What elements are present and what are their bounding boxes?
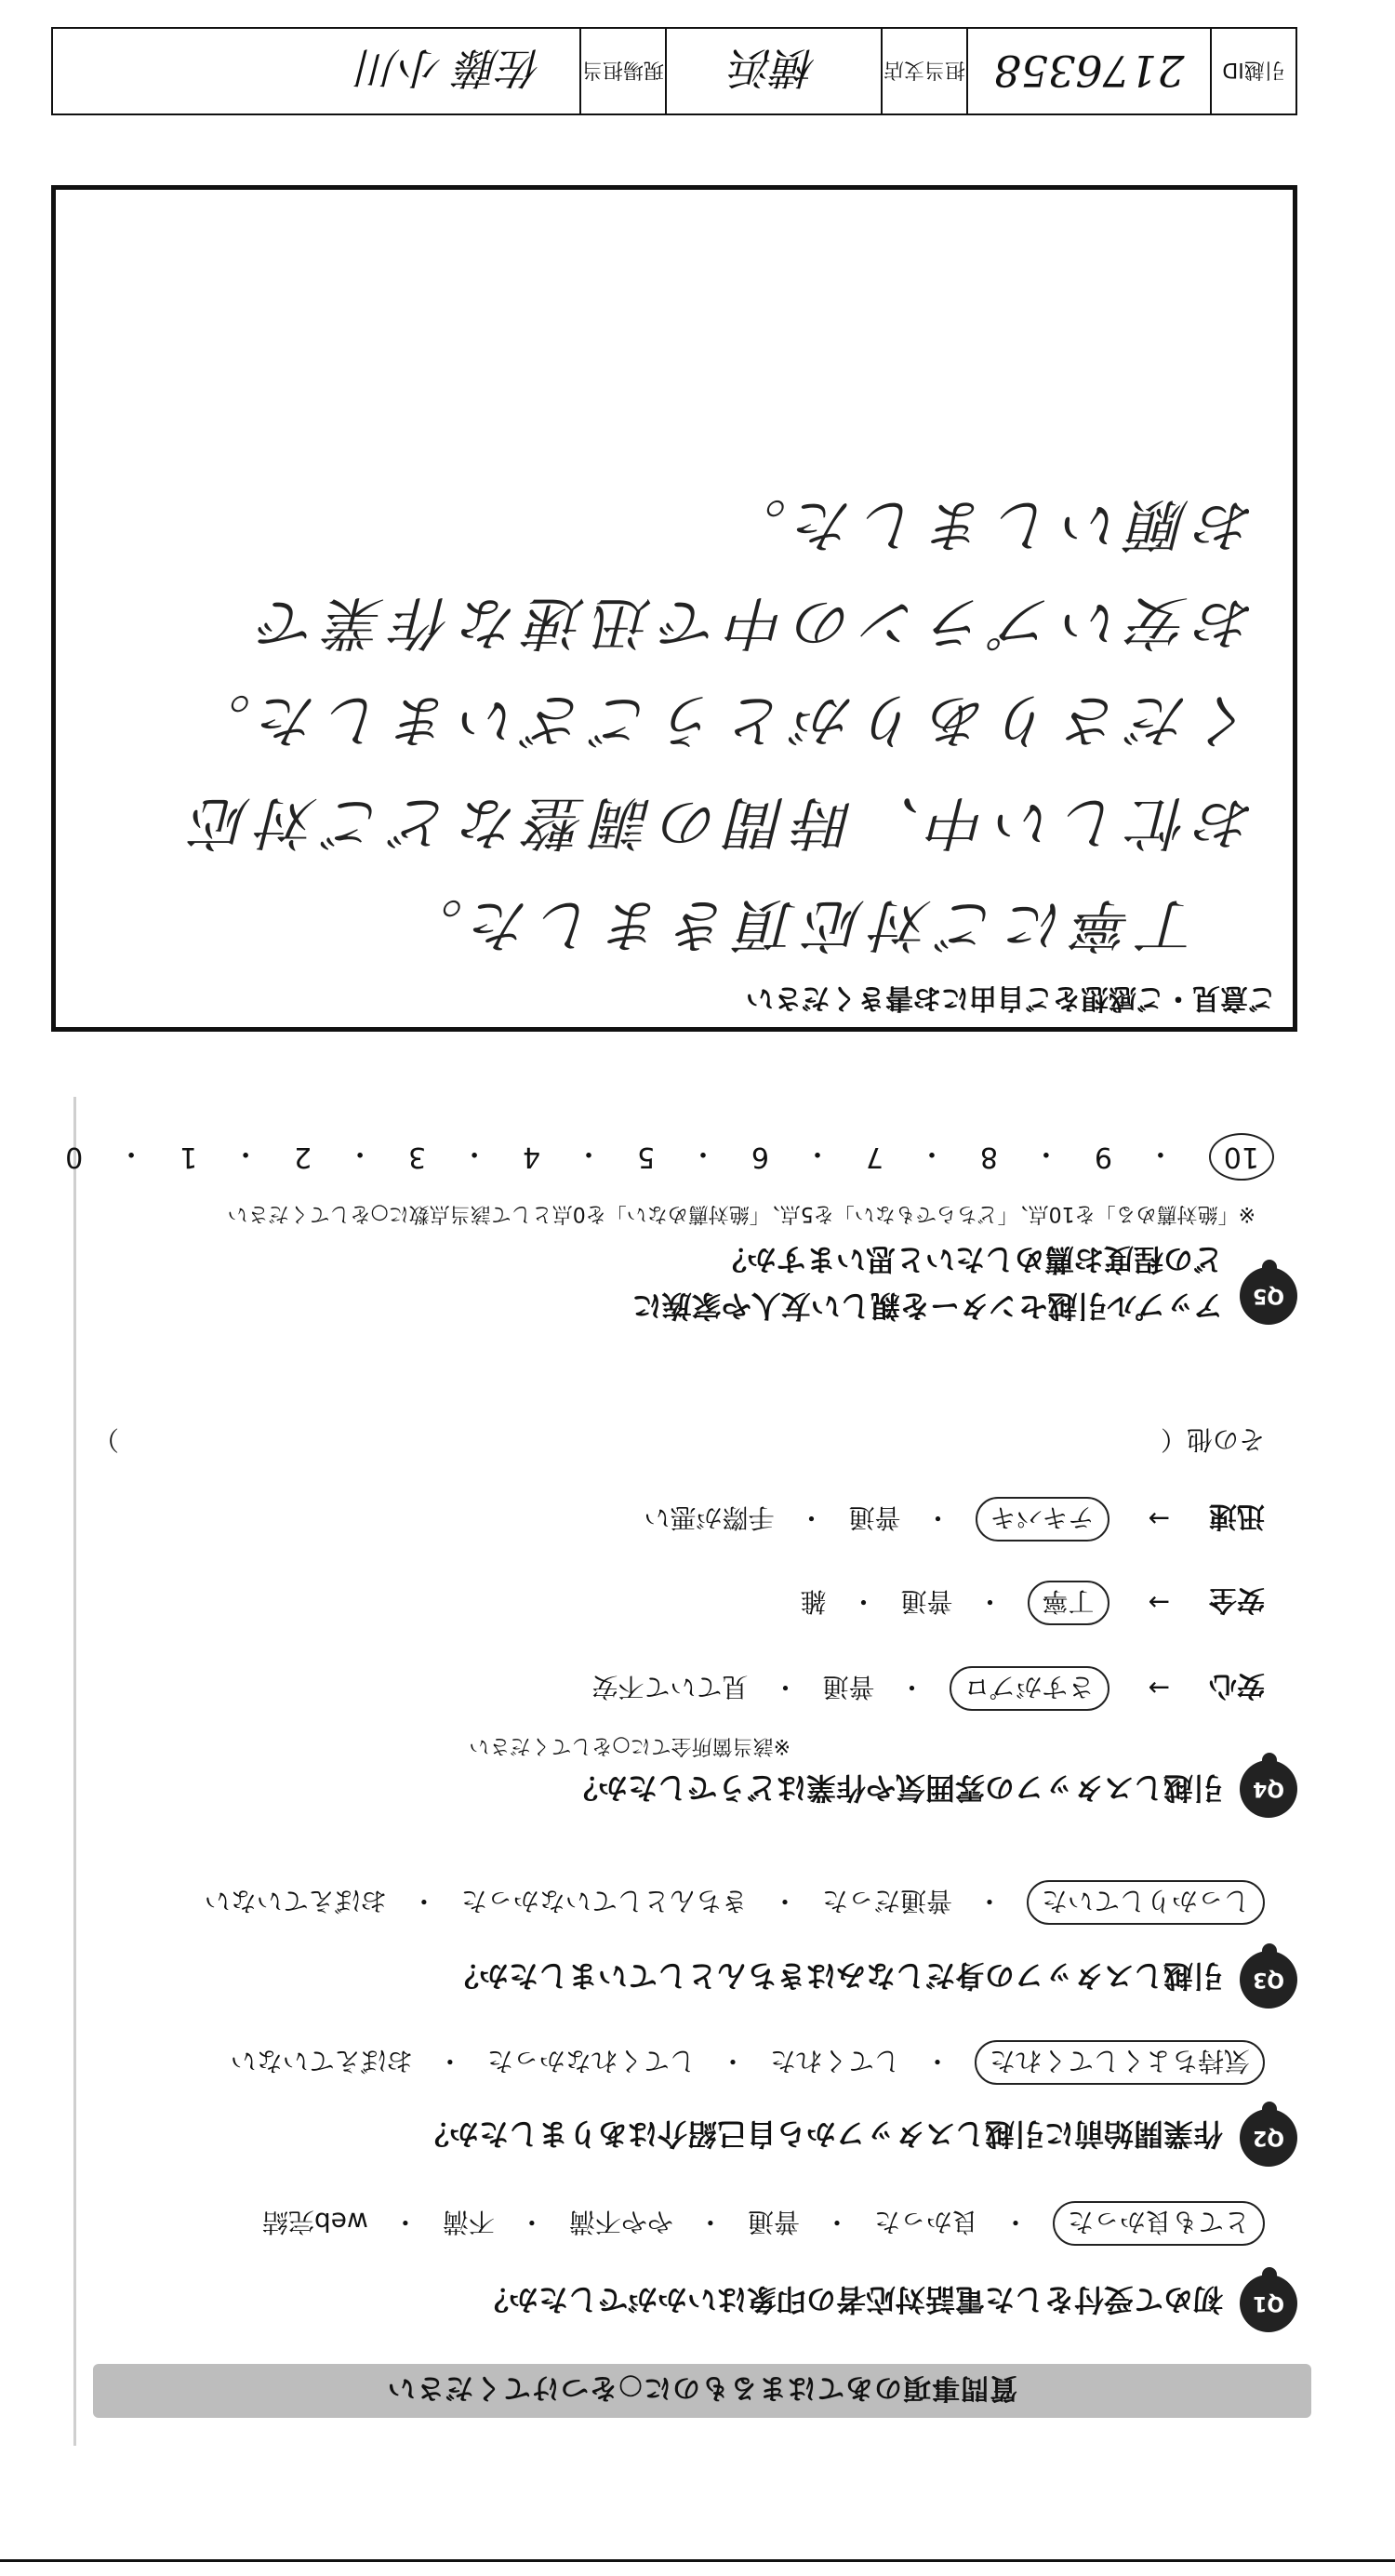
q4-option[interactable]: 雑 [800, 1586, 827, 1617]
q3-option[interactable]: きちんとしていなかった [460, 1886, 748, 1916]
q4-row-jinsoku [644, 1497, 1265, 1542]
q4-option-selected[interactable]: テキパキ [976, 1497, 1109, 1542]
q1-option[interactable]: 不満 [442, 2207, 495, 2237]
score-option[interactable]: 8 [979, 1141, 998, 1173]
separator: ・ [410, 1886, 437, 1916]
q4-option[interactable]: 普通 [900, 1586, 953, 1617]
q4-option[interactable]: 普通 [822, 1672, 875, 1702]
instruction-bar [93, 2364, 1311, 2418]
q5-badge-label: Q5 [1253, 1284, 1285, 1308]
q2-option[interactable]: おぼえていない [230, 2046, 413, 2076]
q2-badge-label: Q2 [1253, 2126, 1285, 2150]
score-option[interactable]: 2 [294, 1141, 312, 1173]
separator: ・ [1002, 2207, 1029, 2237]
q4-other-label: その他（ [1160, 1424, 1265, 1455]
separator: ・ [850, 1586, 877, 1617]
q4-option[interactable]: 見ていて不安 [591, 1672, 749, 1702]
handwritten-line: 丁寧にご対応頂きました。 [395, 891, 1200, 959]
q1-badge-label: Q1 [1253, 2291, 1285, 2316]
q4-option-selected[interactable]: さすがプロ [950, 1666, 1109, 1711]
q4-badge-label: Q4 [1253, 1777, 1285, 1801]
q4-note: ※該当箇所全てに○をしてください [469, 1734, 790, 1757]
id-table [51, 27, 1297, 115]
separator: ・ [697, 2207, 724, 2237]
arrow-icon: → [1148, 1503, 1170, 1535]
separator: ・ [803, 1137, 831, 1170]
q2-option[interactable]: してくれなかった [486, 2046, 696, 2076]
q3-badge [1240, 1951, 1297, 2009]
separator: ・ [923, 2046, 950, 2076]
q3-options [205, 1880, 1265, 1925]
score-option[interactable]: 0 [65, 1141, 84, 1173]
q1-option-selected[interactable]: とても良かった [1053, 2201, 1265, 2246]
q5-question-line2: どの程度お薦めしたいと思いますか？ [716, 1242, 1223, 1277]
separator: ・ [392, 2207, 418, 2237]
q4-other-close: ） [93, 1424, 120, 1455]
separator: ・ [346, 1137, 375, 1170]
separator: ・ [1146, 1137, 1175, 1170]
q1-option[interactable]: やや不満 [568, 2207, 673, 2237]
separator: ・ [117, 1137, 146, 1170]
score-option[interactable]: 9 [1094, 1141, 1112, 1173]
top-rule [0, 2559, 1395, 2562]
score-option[interactable]: 5 [636, 1141, 656, 1173]
id-value: 2176358 [966, 29, 1210, 113]
q3-question: 引越しスタッフの身だしなみはきちんとしていましたか？ [448, 1958, 1223, 1994]
lead-label: 現場担当 [579, 29, 665, 113]
q2-option-selected[interactable]: 気持ちよくしてくれた [975, 2040, 1265, 2085]
q5-scores [65, 1133, 1274, 1181]
separator: ・ [719, 2046, 746, 2076]
q1-option[interactable]: web完結 [261, 2207, 368, 2237]
comment-box[interactable] [51, 185, 1297, 1032]
q2-question: 作業開始前に引越しスタッフから自己紹介はありましたか？ [418, 2116, 1223, 2152]
q5-note: ※「絶対薦める」を10点、「どちらでもない」を5点、「絶対薦めない」を0点として該当点数に○をしてください [227, 1202, 1256, 1225]
q2-option[interactable]: してくれた [769, 2046, 900, 2076]
q3-badge-label: Q3 [1253, 1968, 1285, 1992]
separator: ・ [1031, 1137, 1060, 1170]
score-option[interactable]: 4 [523, 1141, 541, 1173]
q4-row-anzen [800, 1581, 1265, 1625]
q1-option[interactable]: 普通 [747, 2207, 800, 2237]
q4-row-label: 安心 [1209, 1669, 1265, 1702]
handwritten-line: くださりありがとうございました。 [183, 687, 1256, 754]
handwritten-line: お忙しい中、時間の調整などご対応 [183, 789, 1256, 857]
lead-value: 佐藤 小川 [357, 43, 542, 94]
q4-badge [1240, 1760, 1297, 1818]
page-edge-shadow [73, 1097, 76, 2446]
q3-option[interactable]: おぼえていない [204, 1886, 387, 1916]
q5-question-line1: アップル引越センターを親しい友人や家族に [631, 1288, 1223, 1324]
q4-option[interactable]: 普通 [848, 1502, 901, 1533]
separator: ・ [976, 1886, 1003, 1916]
q3-option-selected[interactable]: しっかりしていた [1027, 1880, 1265, 1925]
separator: ・ [518, 2207, 545, 2237]
q2-badge [1240, 2109, 1297, 2167]
separator: ・ [771, 1886, 798, 1916]
separator: ・ [798, 1502, 825, 1533]
q1-options [262, 2201, 1265, 2246]
score-option[interactable]: 7 [865, 1141, 884, 1173]
q5-badge [1240, 1267, 1297, 1325]
separator: ・ [460, 1137, 489, 1170]
score-option[interactable]: 6 [751, 1141, 770, 1173]
separator: ・ [232, 1137, 260, 1170]
branch-label: 担当支店 [881, 29, 966, 113]
comment-title: ご意見・ご感想をご自由にお書きください [746, 981, 1276, 1014]
q3-option[interactable]: 普通だった [821, 1886, 952, 1916]
q2-options [231, 2040, 1265, 2085]
q1-question: 初めて受付をした電話対応者の印象はいかがでしたか？ [478, 2282, 1223, 2317]
q4-option-selected[interactable]: 丁寧 [1028, 1581, 1109, 1625]
q4-option[interactable]: 手際が悪い [644, 1502, 775, 1533]
q1-option[interactable]: 良かった [873, 2207, 978, 2237]
separator: ・ [917, 1137, 946, 1170]
separator: ・ [772, 1672, 799, 1702]
separator: ・ [898, 1672, 925, 1702]
arrow-icon: → [1148, 1673, 1170, 1704]
q4-question: 引越しスタッフの雰囲気や作業はどうでしたか？ [567, 1770, 1223, 1806]
instruction-text: 質問事項のあてはまるものに○をつけてください [386, 2371, 1018, 2404]
score-selected[interactable]: 10 [1209, 1133, 1274, 1181]
q1-badge [1240, 2275, 1297, 2332]
separator: ・ [689, 1137, 717, 1170]
separator: ・ [924, 1502, 951, 1533]
score-option[interactable]: 3 [408, 1141, 427, 1173]
separator: ・ [436, 2046, 463, 2076]
separator: ・ [976, 1586, 1003, 1617]
q4-other-row [93, 1422, 1265, 1460]
separator: ・ [823, 2207, 850, 2237]
q4-row-anshin [591, 1666, 1265, 1711]
handwritten-line: お願いしました。 [719, 491, 1256, 559]
arrow-icon: → [1148, 1587, 1170, 1619]
separator: ・ [575, 1137, 604, 1170]
id-label: 引越ID [1210, 29, 1295, 113]
q4-row-label: 迅速 [1209, 1500, 1265, 1532]
handwritten-line: お安いプランの中で迅速な作業で [250, 589, 1256, 657]
score-option[interactable]: 1 [179, 1141, 198, 1173]
branch-value: 横浜 [665, 29, 881, 113]
q4-row-label: 安全 [1209, 1583, 1265, 1616]
